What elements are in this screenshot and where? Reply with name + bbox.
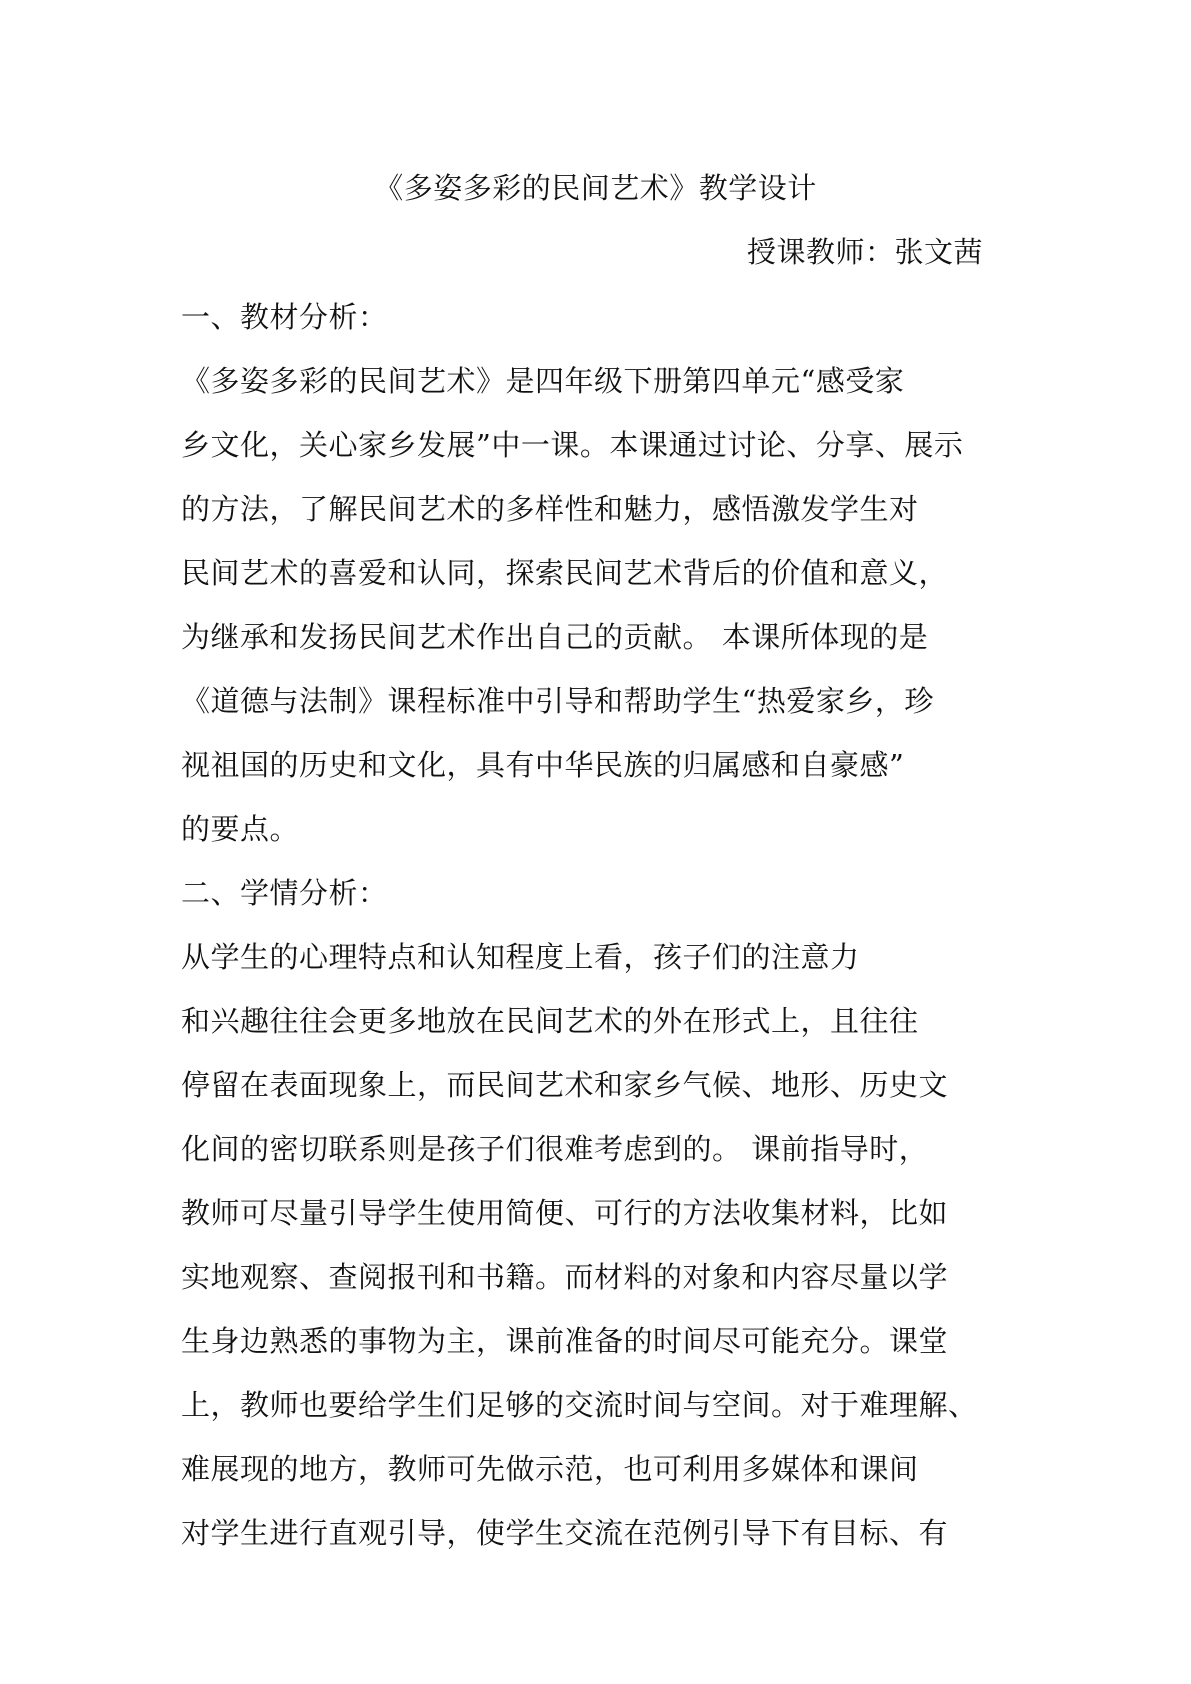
paragraph-line: 的方法，了解民间艺术的多样性和魅力，感悟激发学生对 <box>181 492 919 526</box>
section-heading-student-analysis: 二、学情分析： <box>181 876 388 910</box>
paragraph-line: 民间艺术的喜爱和认同，探索民间艺术背后的价值和意义， <box>181 556 949 590</box>
paragraph-line: 《多姿多彩的民间艺术》是四年级下册第四单元“感受家 <box>181 364 905 398</box>
paragraph-line: 《道德与法制》课程标准中引导和帮助学生“热爱家乡，珍 <box>181 684 934 718</box>
paragraph-line: 化间的密切联系则是孩子们很难考虑到的。 课前指导时， <box>181 1132 929 1166</box>
document-author: 授课教师：张文茜 <box>746 235 983 269</box>
paragraph-line: 难展现的地方，教师可先做示范，也可利用多媒体和课间 <box>181 1452 919 1486</box>
document-title: 《多姿多彩的民间艺术》教学设计 <box>374 171 817 205</box>
paragraph-line: 实地观察、查阅报刊和书籍。而材料的对象和内容尽量以学 <box>181 1260 949 1294</box>
paragraph-line: 上，教师也要给学生们足够的交流时间与空间。对于难理解、 <box>181 1388 978 1422</box>
paragraph-line: 停留在表面现象上，而民间艺术和家乡气候、地形、历史文 <box>181 1068 949 1102</box>
paragraph-line: 和兴趣往往会更多地放在民间艺术的外在形式上，且往往 <box>181 1004 919 1038</box>
paragraph-line: 为继承和发扬民间艺术作出自己的贡献。 本课所体现的是 <box>181 620 929 654</box>
paragraph-line: 视祖国的历史和文化，具有中华民族的归属感和自豪感” <box>181 748 905 782</box>
section-heading-textbook-analysis: 一、教材分析： <box>181 300 388 334</box>
paragraph-line: 从学生的心理特点和认知程度上看，孩子们的注意力 <box>181 940 860 974</box>
paragraph-line: 乡文化，关心家乡发展”中一课。本课通过讨论、分享、展示 <box>181 428 964 462</box>
paragraph-line: 生身边熟悉的事物为主，课前准备的时间尽可能充分。课堂 <box>181 1324 949 1358</box>
paragraph-line: 教师可尽量引导学生使用简便、可行的方法收集材料，比如 <box>181 1196 949 1230</box>
paragraph-line: 对学生进行直观引导，使学生交流在范例引导下有目标、有 <box>181 1516 949 1550</box>
paragraph-line: 的要点。 <box>181 812 300 846</box>
